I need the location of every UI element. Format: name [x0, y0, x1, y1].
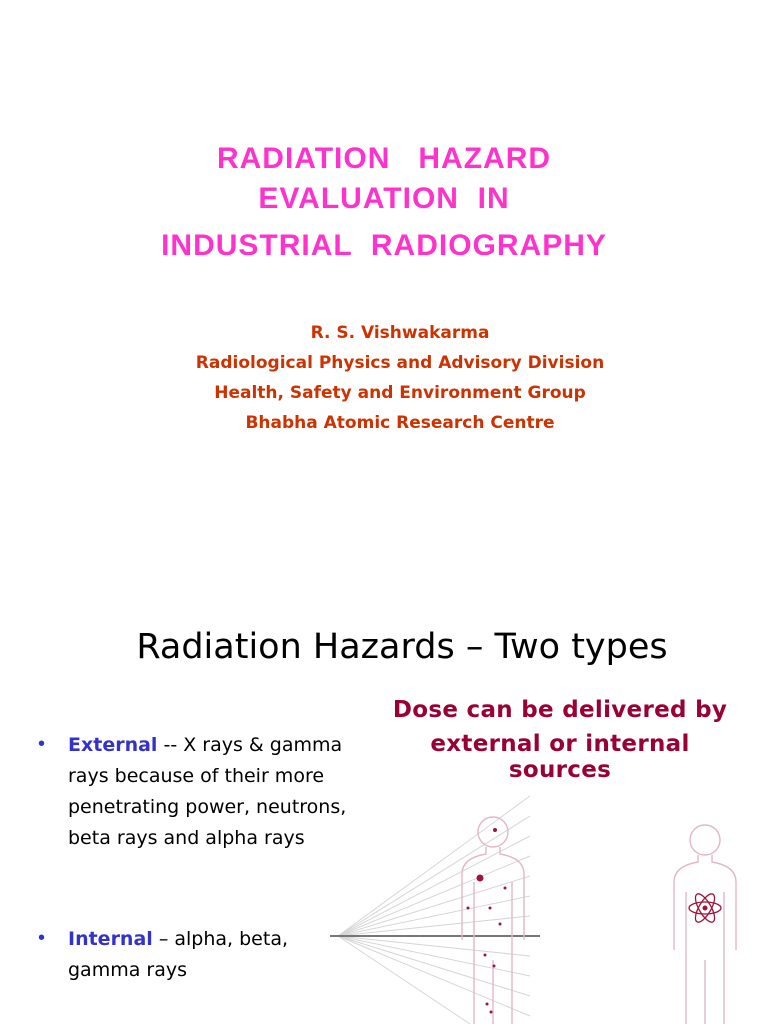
bullet-internal — [68, 924, 328, 986]
bullet-dot-icon: • — [38, 733, 46, 755]
author-organization: Bhabha Atomic Research Centre — [245, 413, 555, 433]
author-division: Radiological Physics and Advisory Division — [195, 353, 605, 373]
author-name: R. S. Vishwakarma — [310, 323, 490, 343]
title-line-1: RADIATION HAZARD — [216, 142, 552, 175]
dose-line-2: external or internal sources — [430, 731, 690, 783]
radiation-rays-icon — [338, 796, 530, 1024]
external-exposure-illustration — [330, 790, 560, 1024]
human-figure-icon — [674, 825, 736, 1024]
internal-exposure-illustration — [660, 820, 750, 1024]
slide2-title: Radiation Hazards – Two types — [136, 627, 668, 667]
dose-line-1: Dose can be delivered by — [392, 697, 728, 723]
human-figure-icon — [462, 817, 524, 1024]
bullet-dot-icon: • — [38, 927, 46, 949]
bullet-external-keyword: External — [68, 734, 158, 756]
bullet-internal-text: – alpha, beta, gamma rays — [68, 928, 289, 981]
bullet-internal-keyword: Internal — [68, 928, 153, 950]
bullet-external — [68, 730, 368, 854]
bullet-external-text: -- X rays & gamma rays because of their more penetrating power, neutrons, beta rays and alpha rays — [68, 734, 347, 849]
title-line-3: INDUSTRIAL RADIOGRAPHY — [161, 229, 607, 262]
title-line-2: EVALUATION IN — [258, 182, 510, 215]
author-group: Health, Safety and Environment Group — [214, 383, 586, 403]
